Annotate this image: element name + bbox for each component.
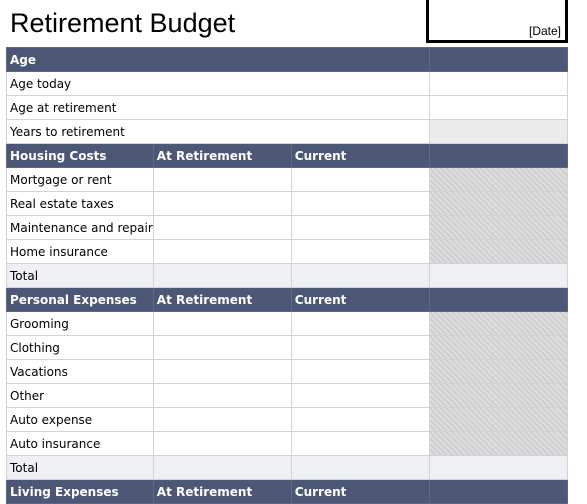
row-label[interactable]: Age at retirement: [7, 96, 430, 120]
header-cell[interactable]: [429, 48, 567, 72]
section-title[interactable]: Age: [7, 48, 430, 72]
section-title[interactable]: Living Expenses: [7, 480, 154, 504]
hatched-cell: [429, 240, 567, 264]
at-retirement-cell[interactable]: [153, 312, 291, 336]
total-current-cell[interactable]: [291, 456, 429, 480]
at-retirement-cell[interactable]: [153, 336, 291, 360]
header-cell[interactable]: [429, 480, 567, 504]
row-label[interactable]: Mortgage or rent: [7, 168, 154, 192]
value-cell[interactable]: [429, 96, 567, 120]
row-label[interactable]: Other: [7, 384, 154, 408]
row-label[interactable]: Maintenance and repair: [7, 216, 154, 240]
date-cell[interactable]: [426, 0, 568, 43]
table-row: [7, 168, 568, 192]
column-header-at-retirement[interactable]: At Retirement: [153, 144, 291, 168]
total-label[interactable]: Total: [7, 264, 154, 288]
computed-cell[interactable]: [429, 120, 567, 144]
table-row: [7, 72, 568, 96]
table-row: [7, 336, 568, 360]
row-label[interactable]: Home insurance: [7, 240, 154, 264]
section-header-living: [7, 480, 568, 504]
total-extra-cell[interactable]: [429, 264, 567, 288]
column-header-current[interactable]: Current: [291, 480, 429, 504]
hatched-cell: [429, 336, 567, 360]
hatched-cell: [429, 432, 567, 456]
at-retirement-cell[interactable]: [153, 168, 291, 192]
at-retirement-cell[interactable]: [153, 432, 291, 456]
table-row: [7, 120, 568, 144]
header-cell[interactable]: [429, 144, 567, 168]
row-label[interactable]: Years to retirement: [7, 120, 430, 144]
at-retirement-cell[interactable]: [153, 384, 291, 408]
column-header-current[interactable]: Current: [291, 288, 429, 312]
column-header-at-retirement[interactable]: At Retirement: [153, 480, 291, 504]
table-row: [7, 216, 568, 240]
section-header-housing: [7, 144, 568, 168]
at-retirement-cell[interactable]: [153, 408, 291, 432]
current-cell[interactable]: [291, 408, 429, 432]
hatched-cell: [429, 192, 567, 216]
section-header-personal: [7, 288, 568, 312]
row-label[interactable]: Clothing: [7, 336, 154, 360]
row-label[interactable]: Vacations: [7, 360, 154, 384]
row-label[interactable]: Auto expense: [7, 408, 154, 432]
row-label[interactable]: Grooming: [7, 312, 154, 336]
at-retirement-cell[interactable]: [153, 192, 291, 216]
at-retirement-cell[interactable]: [153, 240, 291, 264]
row-label[interactable]: Auto insurance: [7, 432, 154, 456]
total-row: [7, 456, 568, 480]
section-header-age: [7, 48, 568, 72]
hatched-cell: [429, 216, 567, 240]
current-cell[interactable]: [291, 432, 429, 456]
current-cell[interactable]: [291, 192, 429, 216]
section-title[interactable]: Personal Expenses: [7, 288, 154, 312]
hatched-cell: [429, 168, 567, 192]
current-cell[interactable]: [291, 216, 429, 240]
total-at-retirement-cell[interactable]: [153, 264, 291, 288]
at-retirement-cell[interactable]: [153, 360, 291, 384]
table-row: [7, 360, 568, 384]
total-extra-cell[interactable]: [429, 456, 567, 480]
value-cell[interactable]: [429, 72, 567, 96]
current-cell[interactable]: [291, 360, 429, 384]
hatched-cell: [429, 360, 567, 384]
table-row: [7, 384, 568, 408]
hatched-cell: [429, 384, 567, 408]
table-row: [7, 96, 568, 120]
total-row: [7, 264, 568, 288]
current-cell[interactable]: [291, 312, 429, 336]
row-label[interactable]: Real estate taxes: [7, 192, 154, 216]
hatched-cell: [429, 312, 567, 336]
hatched-cell: [429, 408, 567, 432]
row-label[interactable]: Age today: [7, 72, 430, 96]
column-header-current[interactable]: Current: [291, 144, 429, 168]
date-placeholder: [Date]: [528, 24, 561, 38]
current-cell[interactable]: [291, 168, 429, 192]
page-title: Retirement Budget: [10, 8, 236, 38]
section-title[interactable]: Housing Costs: [7, 144, 154, 168]
header-cell[interactable]: [429, 288, 567, 312]
current-cell[interactable]: [291, 384, 429, 408]
table-row: [7, 408, 568, 432]
column-header-at-retirement[interactable]: At Retirement: [153, 288, 291, 312]
total-at-retirement-cell[interactable]: [153, 456, 291, 480]
current-cell[interactable]: [291, 240, 429, 264]
budget-sheet: [6, 47, 568, 504]
current-cell[interactable]: [291, 336, 429, 360]
total-current-cell[interactable]: [291, 264, 429, 288]
table-row: [7, 192, 568, 216]
table-row: [7, 240, 568, 264]
total-label[interactable]: Total: [7, 456, 154, 480]
at-retirement-cell[interactable]: [153, 216, 291, 240]
table-row: [7, 432, 568, 456]
table-row: [7, 312, 568, 336]
